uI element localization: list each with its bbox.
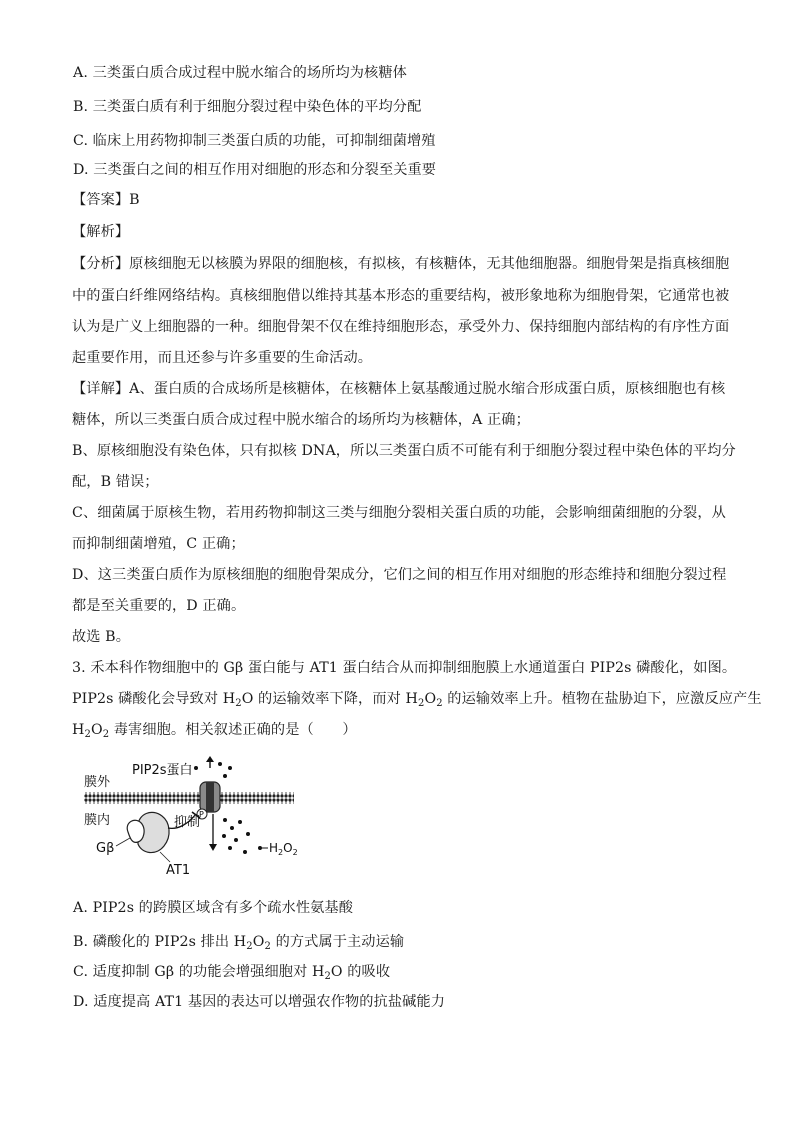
- h2o2-label: $H_2O_2$: [269, 841, 298, 857]
- analysis-line: 认为是广义上细胞器的一种。细胞骨架不仅在维持细胞形态，承受外力、保持细胞内部结构的有序性方面: [72, 319, 730, 335]
- gbeta-protein: [127, 820, 144, 842]
- q3-stem-line1: 3. 禾本科作物细胞中的 Gβ 蛋白能与 AT1 蛋白结合从而抑制细胞膜上水通道蛋白 PIP2s 磷酸化，如图。: [72, 660, 737, 676]
- option-b: B. 三类蛋白质有利于细胞分裂过程中染色体的平均分配: [73, 99, 422, 115]
- gbeta-label: Gβ: [96, 841, 115, 856]
- detail-line: C、细菌属于原核生物，若用药物抑制这三类与细胞分裂相关蛋白质的功能，会影响细菌细胞的分裂，从: [72, 505, 726, 521]
- inhibit-label: 抑制: [174, 815, 201, 830]
- q3-stem-line3: $H_2O_2$ 毒害细胞。相关叙述正确的是（ ）: [72, 722, 357, 740]
- detail-line: 配，B 错误；: [72, 474, 159, 490]
- protein-label: PIP2s蛋白: [132, 763, 193, 778]
- svg-text:P: P: [199, 810, 204, 819]
- detail-line: 糖体，所以三类蛋白质合成过程中脱水缩合的场所均为核糖体，A 正确；: [72, 412, 530, 428]
- q3-option-b: B. 磷酸化的 PIP2s 排出 $H_2O_2$ 的方式属于主动运输: [73, 934, 405, 952]
- analysis-header: 【解析】: [72, 224, 130, 240]
- cell-membrane: [84, 790, 294, 804]
- detail-line: 都是至关重要的，D 正确。: [72, 598, 246, 614]
- detail-line: B、原核细胞没有染色体，只有拟核 DNA，所以三类蛋白质不可能有利于细胞分裂过程中染色体的平均分: [72, 443, 736, 459]
- analysis-line: 起重要作用，而且还参与许多重要的生命活动。: [72, 350, 373, 366]
- inside-label: 膜内: [84, 813, 111, 828]
- at1-label: AT1: [166, 863, 191, 878]
- analysis-line: 【分析】原核细胞无以核膜为界限的细胞核，有拟核，有核糖体，无其他细胞器。细胞骨架是指真核细胞: [72, 256, 730, 272]
- detail-line: 故选 B。: [72, 629, 130, 645]
- option-d: D. 三类蛋白之间的相互作用对细胞的形态和分裂至关重要: [73, 162, 437, 178]
- detail-line: D、这三类蛋白质作为原核细胞的细胞骨架成分，它们之间的相互作用对细胞的形态维持和细胞分裂过程: [72, 567, 727, 583]
- outside-label: 膜外: [84, 775, 111, 790]
- option-c: C. 临床上用药物抑制三类蛋白质的功能，可抑制细菌增殖: [73, 133, 436, 149]
- answer-label: 【答案】B: [72, 192, 140, 208]
- membrane-diagram: [80, 756, 300, 884]
- detail-line: 而抑制细菌增殖，C 正确；: [72, 536, 245, 552]
- q3-stem-line2: PIP2s 磷酸化会导致对 $H_2O$ 的运输效率下降，而对 $H_2O_2$ 的运输效率上升。植物在盐胁迫下，应激反应产生: [72, 691, 762, 709]
- q3-option-d: D. 适度提高 AT1 基因的表达可以增强农作物的抗盐碱能力: [73, 994, 445, 1010]
- q3-option-a: A. PIP2s 的跨膜区域含有多个疏水性氨基酸: [73, 900, 353, 916]
- q3-option-c: C. 适度抑制 Gβ 的功能会增强细胞对 $H_2O$ 的吸收: [73, 964, 391, 982]
- detail-line: 【详解】A、蛋白质的合成场所是核糖体，在核糖体上氨基酸通过脱水缩合形成蛋白质，原核细胞也有核: [72, 381, 726, 397]
- analysis-line: 中的蛋白纤维网络结构。真核细胞借以维持其基本形态的重要结构，被形象地称为细胞骨架，它通常也被: [72, 288, 730, 304]
- option-a: A. 三类蛋白质合成过程中脱水缩合的场所均为核糖体: [73, 65, 407, 81]
